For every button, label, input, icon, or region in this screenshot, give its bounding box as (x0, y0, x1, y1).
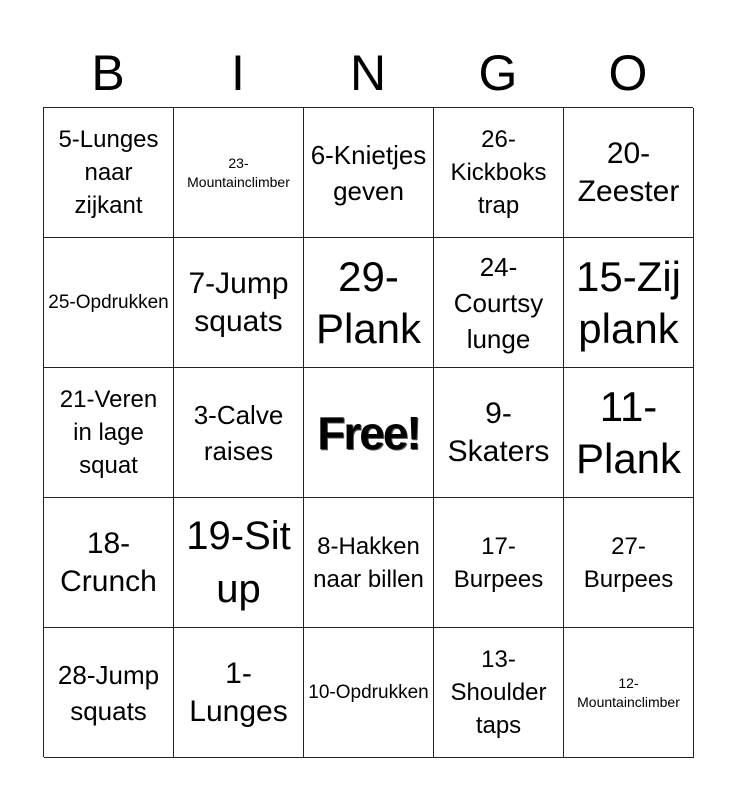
bingo-cell-label: 15-Zij plank (575, 252, 682, 352)
bingo-cell[interactable] (174, 628, 304, 758)
bingo-cell[interactable] (564, 368, 694, 498)
bingo-cell-label: 1-Lunges (189, 656, 288, 728)
bingo-cell[interactable] (44, 498, 174, 628)
bingo-cell-label: 9-Skaters (447, 396, 550, 468)
bingo-cell-label: 21-Veren in lage squat (59, 386, 158, 479)
bingo-cell[interactable] (564, 498, 694, 628)
bingo-cell[interactable] (564, 238, 694, 368)
bingo-cell-label: 25-Opdrukken (48, 291, 169, 313)
bingo-cell-label: 28-Jump squats (57, 659, 160, 726)
bingo-cell[interactable] (44, 238, 174, 368)
bingo-cell-label: 3-Calve raises (193, 399, 284, 466)
bingo-cell-label: 18-Crunch (60, 526, 157, 598)
bingo-cell-label: 26-Kickboks trap (450, 126, 547, 219)
bingo-cell-label: 11-Plank (575, 382, 682, 482)
bingo-cell[interactable] (174, 368, 304, 498)
bingo-cell[interactable] (434, 368, 564, 498)
bingo-cell-label: 12-Mountainclimber (577, 674, 680, 710)
bingo-cell-label: 19-Sit up (186, 513, 291, 611)
bingo-cell[interactable] (434, 628, 564, 758)
bingo-cell[interactable] (434, 498, 564, 628)
bingo-cell[interactable] (44, 108, 174, 238)
bingo-cell-label: 23-Mountainclimber (187, 154, 290, 190)
bingo-header (43, 40, 693, 106)
bingo-cell-label: 10-Opdrukken (308, 681, 429, 703)
header-letter-g: G (478, 45, 518, 101)
bingo-cell[interactable] (44, 628, 174, 758)
bingo-cell[interactable] (304, 238, 434, 368)
bingo-cell[interactable] (564, 628, 694, 758)
header-letter-b: B (91, 45, 125, 101)
bingo-cell-label: 24-Courtsy lunge (453, 251, 544, 354)
free-space-label: Free! (317, 406, 420, 459)
bingo-cell[interactable] (434, 238, 564, 368)
bingo-cell-label: 13-Shoulder taps (450, 646, 547, 739)
bingo-cell-label: 5-Lunges naar zijkant (58, 126, 159, 219)
bingo-cell-label: 27-Burpees (583, 532, 674, 593)
bingo-cell[interactable] (304, 108, 434, 238)
bingo-cell-label: 17-Burpees (453, 532, 544, 593)
bingo-cell-label: 20-Zeester (577, 136, 680, 208)
bingo-cell[interactable] (434, 108, 564, 238)
header-letter-n: N (349, 45, 387, 101)
bingo-cell-label: 29-Plank (315, 252, 422, 352)
bingo-board (43, 107, 693, 757)
bingo-cell[interactable] (174, 108, 304, 238)
bingo-cell[interactable] (174, 498, 304, 628)
header-letter-i: I (231, 45, 245, 101)
bingo-cell[interactable] (44, 368, 174, 498)
free-space[interactable] (304, 368, 434, 498)
header-letter-o: O (608, 45, 648, 101)
bingo-cell[interactable] (304, 628, 434, 758)
bingo-cell-label: 8-Hakken naar billen (313, 532, 424, 593)
bingo-cell[interactable] (564, 108, 694, 238)
bingo-cell-label: 7-Jump squats (188, 266, 289, 338)
bingo-cell[interactable] (174, 238, 304, 368)
bingo-cell-label: 6-Knietjes geven (310, 139, 427, 206)
bingo-cell[interactable] (304, 498, 434, 628)
